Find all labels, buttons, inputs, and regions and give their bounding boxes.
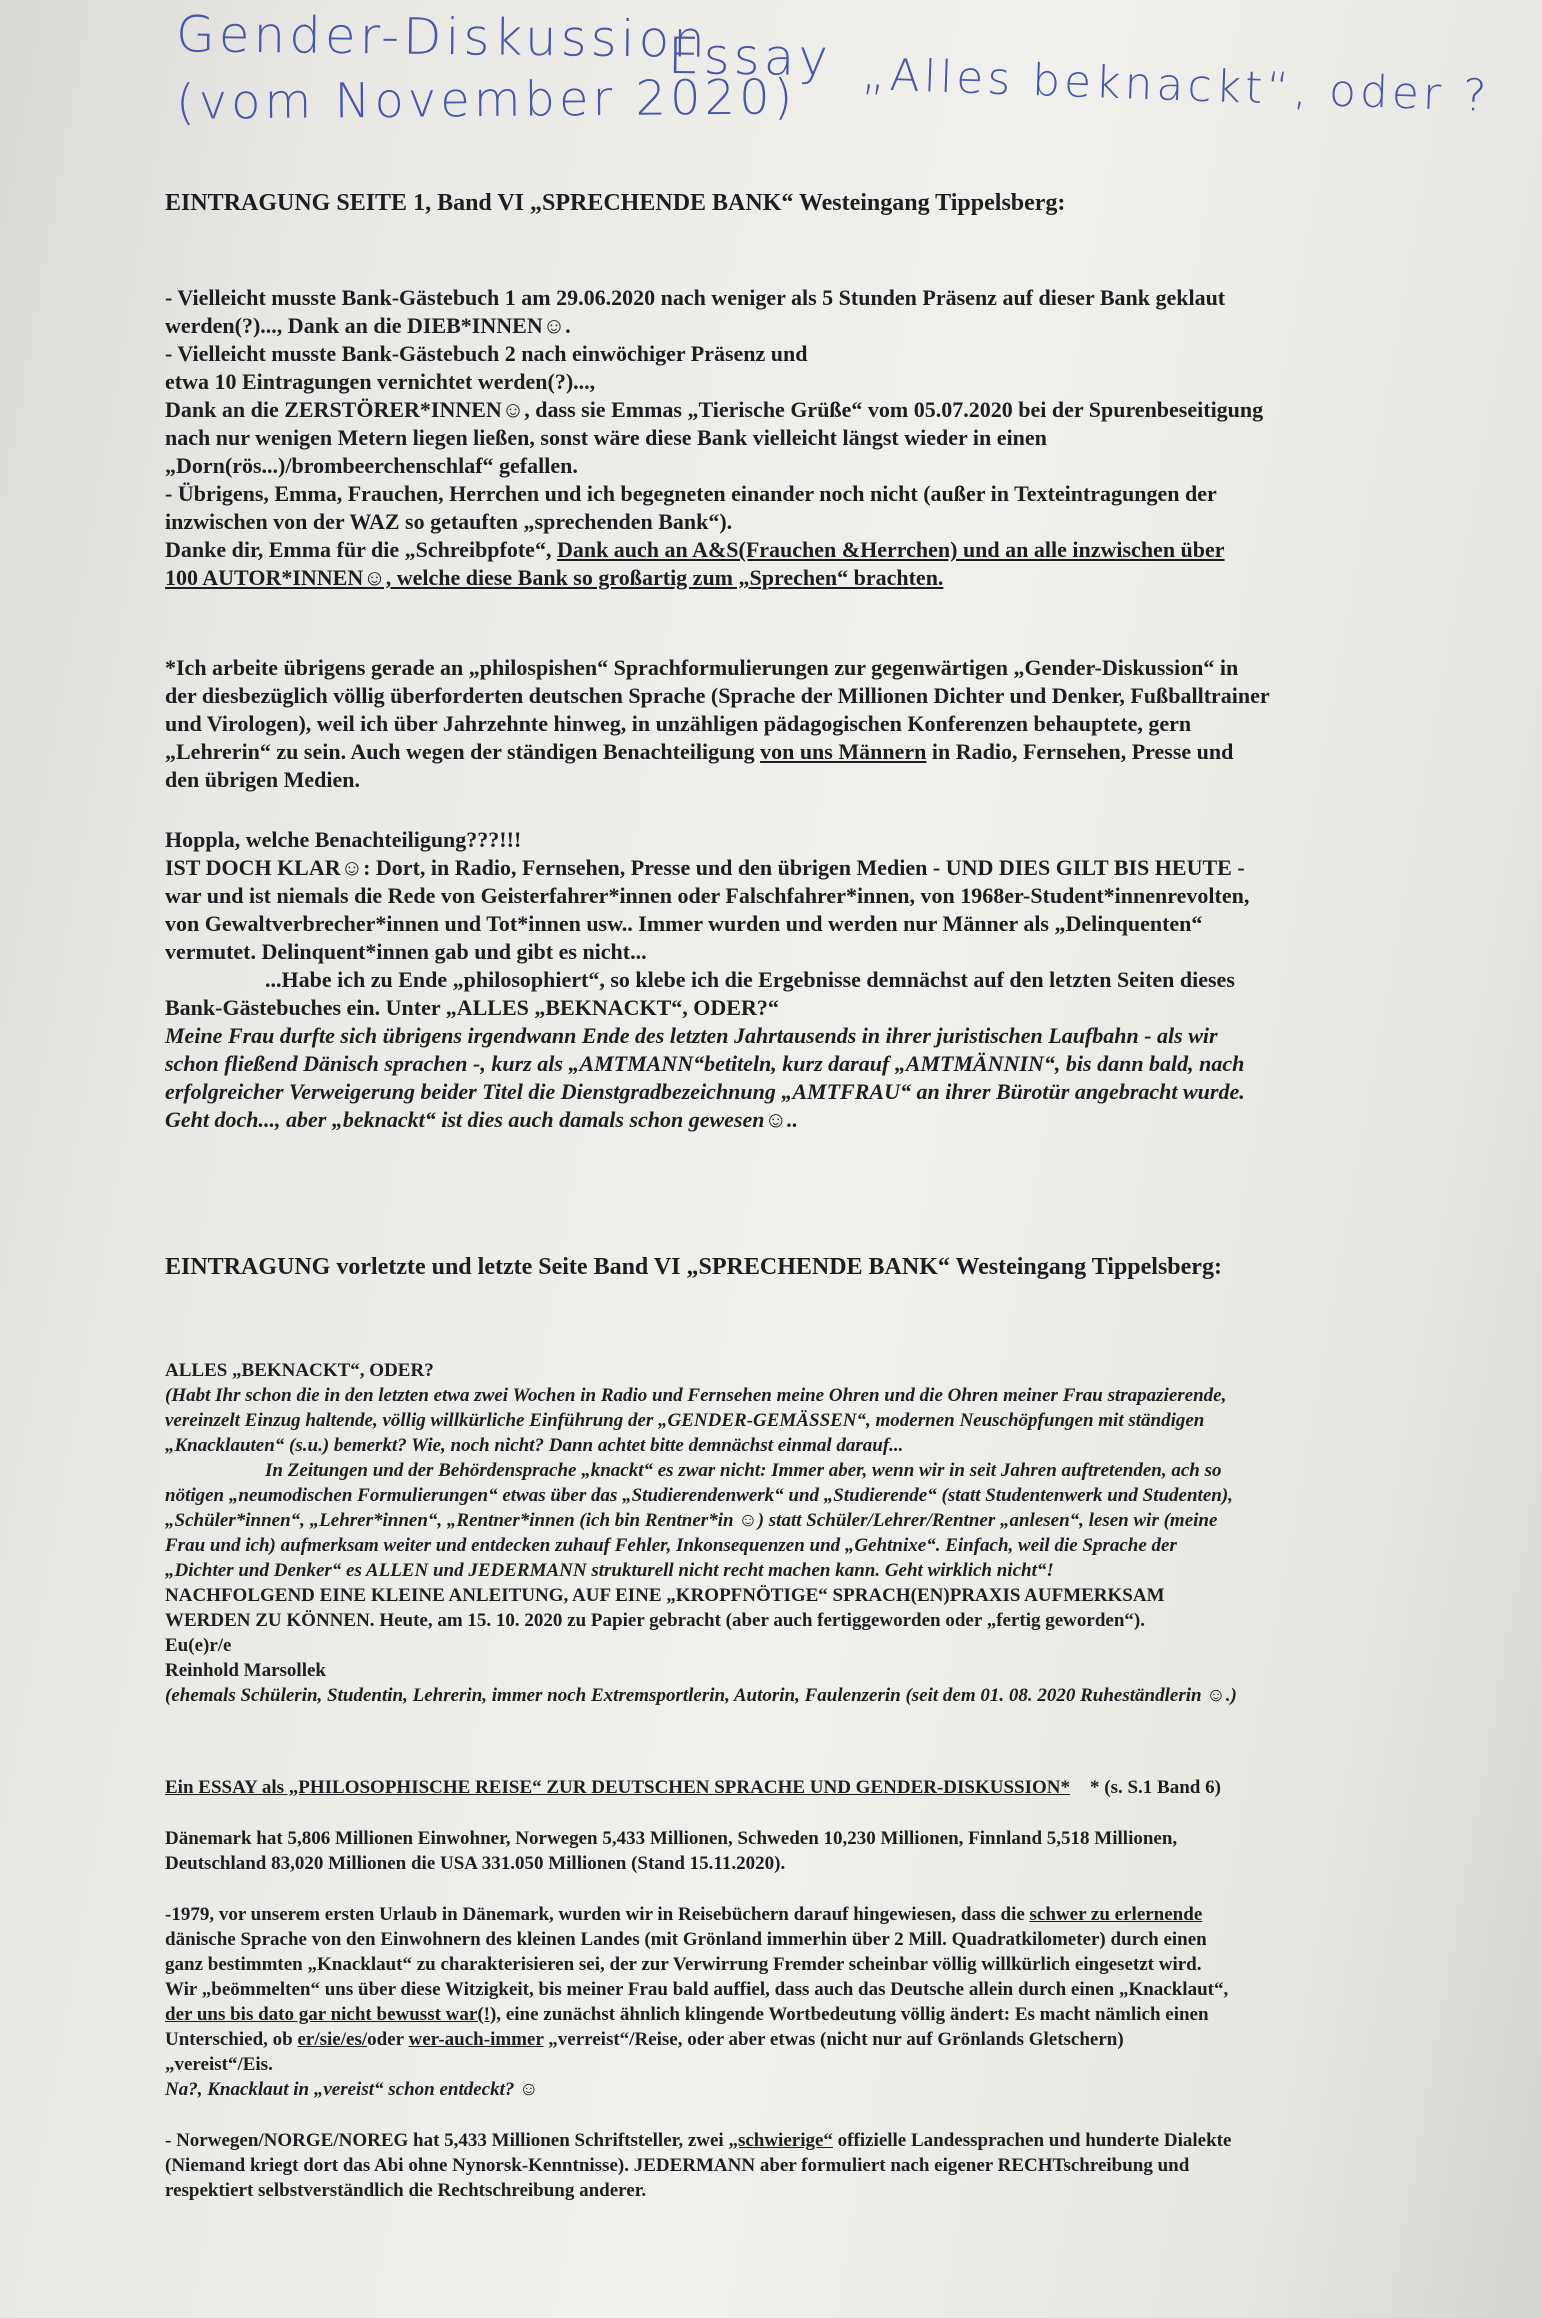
italic-line: „Knacklauten“ (s.u.) bemerkt? Wie, noch nicht? Dann achtet bitte demnächst einmal darauf... <box>165 1435 904 1456</box>
text-line: respektiert selbstverständlich die Rechtschreibung anderer. <box>165 2180 647 2201</box>
underlined-text: „schwierige“ <box>728 2130 833 2151</box>
text-line: nach nur wenigen Metern liegen ließen, sonst wäre diese Bank vielleicht längst wieder in einen <box>165 425 1047 450</box>
text-line <box>165 2128 1485 2153</box>
section-1-heading: EINTRAGUNG SEITE 1, Band VI „SPRECHENDE BANK“ Westeingang Tippelsberg: <box>165 190 1066 216</box>
text-line: *Ich arbeite übrigens gerade an „philospishen“ Sprachformulierungen zur gegenwärtigen „Gender-Diskussion“ in <box>165 655 1239 680</box>
underlined-text: er/sie/es/ <box>297 2029 368 2050</box>
italic-line: erfolgreicher Verweigerung beider Titel die Dienstgradbezeichnung „AMTFRAU“ an ihrer Bürotür angebracht wurde. <box>165 1079 1245 1104</box>
text-span: eine zunächst ähnlich klingende Wortbedeutung völlig ändert: Es macht nämlich einen <box>501 2004 1209 2025</box>
underlined-text: der uns bis dato gar nicht bewusst war(!), <box>165 2004 502 2025</box>
underlined-text: Dank auch an A&S(Frauchen &Herrchen) und an alle inzwischen über <box>556 537 1225 562</box>
handwritten-title: Gender-Diskussion <box>175 5 710 69</box>
text-line: Hoppla, welche Benachteiligung???!!! <box>165 827 522 852</box>
text-span: Heute, am 15. 10. 2020 zu Papier gebracht (aber auch fertiggeworden oder „fertig geworden“). <box>374 1610 1145 1631</box>
text-line: Dank an die ZERSTÖRER*INNEN☺, dass sie Emmas „Tierische Grüße“ vom 05.07.2020 bei der Spurenbeseitigung <box>165 397 1264 422</box>
text-line: - Vielleicht musste Bank-Gästebuch 1 am 29.06.2020 nach weniger als 5 Stunden Präsenz auf dieser Bank geklaut <box>165 285 1226 310</box>
text-line: dänische Sprache von den Einwohnern des kleinen Landes (mit Grönland immerhin über 2 Mill. Quadratkilometer) durch einen <box>165 1929 1207 1950</box>
text-span: - Norwegen/NORGE/NOREG hat 5,433 Millionen Schriftsteller, zwei <box>165 2130 729 2151</box>
italic-line: Na?, Knacklaut in „vereist“ schon entdeckt? ☺ <box>165 2079 539 2100</box>
section-1-body <box>165 284 1465 592</box>
text-line: - Übrigens, Emma, Frauchen, Herrchen und ich begegneten einander noch nicht (außer in Texteintragungen der <box>165 481 1217 506</box>
italic-line: „Dichter und Denker“ es ALLEN und JEDERMANN strukturell nicht recht machen kann. Geht wirklich nicht“! <box>165 1560 1054 1581</box>
text-line: und Virologen), weil ich über Jahrzehnte hinweg, in unzähligen pädagogischen Konferenzen behauptete, gern <box>165 711 1192 736</box>
text-line <box>165 2027 1485 2052</box>
text-line: den übrigen Medien. <box>165 767 360 792</box>
handwritten-essay: Essay <box>667 26 833 88</box>
italic-line: vereinzelt Einzug haltende, völlig willkürliche Einführung der „GENDER-GEMÄSSEN“, modernen Neuschöpfungen mit ständigen <box>165 1410 1205 1431</box>
handwritten-date: (vom November 2020) <box>175 69 797 131</box>
text-span: in Radio, Fernsehen, Presse und <box>926 739 1234 764</box>
essay-title-line <box>165 1775 1485 1800</box>
italic-line: Frau und ich) aufmerksam weiter und entdecken zuhauf Fehler, Inkonsequenzen und „Gehtnixe“. Einfach, weil die Sprache der <box>165 1535 1177 1556</box>
text-line: Wir „beömmelten“ uns über diese Witzigkeit, bis meiner Frau bald auffiel, dass auch das Deutsche allein durch einen „Knacklaut“, <box>165 1979 1229 2000</box>
section-4-title: ALLES „BEKNACKT“, ODER? <box>165 1360 434 1381</box>
signature-note: (ehemals Schülerin, Studentin, Lehrerin, immer noch Extremsportlerin, Autorin, Faulenzerin (seit dem 01. 08. 2020 Ruheständlerin ☺.) <box>165 1685 1237 1706</box>
text-line: ganz bestimmten „Knacklaut“ zu charakterisieren sei, der zur Verwirrung Fremder scheinbar völlig willkürlich eingesetzt wird. <box>165 1954 1202 1975</box>
italic-line: In Zeitungen und der Behördensprache „knackt“ es zwar nicht: Immer aber, wenn wir in seit Jahren auftretenden, ach so <box>265 1460 1222 1481</box>
text-span: WERDEN ZU KÖNNEN. <box>165 1610 375 1631</box>
section-2-body <box>165 654 1465 794</box>
text-line: Deutschland 83,020 Millionen die USA 331.050 Millionen (Stand 15.11.2020). <box>165 1853 786 1874</box>
text-line <box>165 1902 1485 1927</box>
text-span: Danke dir, Emma für die „Schreibpfote“, <box>165 537 557 562</box>
text-line: (Niemand kriegt dort das Abi ohne Nynorsk-Kenntnisse). JEDERMANN aber formuliert nach eigener RECHTschreibung und <box>165 2155 1190 2176</box>
section-3-body <box>165 826 1465 1134</box>
text-line <box>165 2002 1485 2027</box>
text-line: etwa 10 Eintragungen vernichtet werden(?)..., <box>165 369 596 394</box>
essay-note: * (s. S.1 Band 6) <box>1090 1777 1221 1798</box>
section-4-body <box>165 1358 1485 1708</box>
text-line: IST DOCH KLAR☺: Dort, in Radio, Fernsehen, Presse und den übrigen Medien - UND DIES GILT BIS HEUTE - <box>165 855 1245 880</box>
text-line <box>165 738 1465 766</box>
section-4 <box>165 1254 1465 1281</box>
underlined-text: schwer zu erlernende <box>1029 1904 1203 1925</box>
text-line: inzwischen von der WAZ so getauften „sprechenden Bank“). <box>165 509 733 534</box>
text-line <box>165 1608 1485 1633</box>
text-line: „vereist“/Eis. <box>165 2054 273 2075</box>
underlined-text: 100 AUTOR*INNEN☺, welche diese Bank so großartig zum „Sprechen“ brachten. <box>165 565 944 590</box>
signature-greeting: Eu(e)r/e <box>165 1635 232 1656</box>
underlined-text: wer-auch-immer <box>408 2029 544 2050</box>
section-4-heading: EINTRAGUNG vorletzte und letzte Seite Band VI „SPRECHENDE BANK“ Westeingang Tippelsberg: <box>165 1254 1222 1280</box>
section-5-body <box>165 1775 1485 2203</box>
text-span: Unterschied, ob <box>165 2029 298 2050</box>
text-line: NACHFOLGEND EINE KLEINE ANLEITUNG, AUF EINE „KROPFNÖTIGE“ SPRACH(EN)PRAXIS AUFMERKSAM <box>165 1585 1165 1606</box>
italic-line: nötigen „neumodischen Formulierungen“ etwas über das „Studierendenwerk“ und „Studierende“ (statt Studentenwerk und Studenten), <box>165 1485 1233 1506</box>
underlined-text: von uns Männern <box>760 739 927 764</box>
text-line: - Vielleicht musste Bank-Gästebuch 2 nach einwöchiger Präsenz und <box>165 341 808 366</box>
text-line: ...Habe ich zu Ende „philosophiert“, so klebe ich die Ergebnisse demnächst auf den letzten Seiten dieses <box>265 967 1235 992</box>
text-span: oder <box>367 2029 409 2050</box>
text-span: „Lehrerin“ zu sein. Auch wegen der ständigen Benachteiligung <box>165 739 761 764</box>
handwritten-subtitle: „Alles beknackt“, oder ? <box>861 49 1492 122</box>
text-line: Bank-Gästebuches ein. Unter „ALLES „BEKNACKT“, ODER?“ <box>165 995 779 1020</box>
text-line: Dänemark hat 5,806 Millionen Einwohner, Norwegen 5,433 Millionen, Schweden 10,230 Millionen, Finnland 5,518 Millionen, <box>165 1828 1178 1849</box>
text-line: von Gewaltverbrecher*innen und Tot*innen usw.. Immer wurden und werden nur Männer als „Delinquenten“ <box>165 911 1203 936</box>
essay-title: Ein ESSAY als „PHILOSOPHISCHE REISE“ ZUR DEUTSCHEN SPRACHE UND GENDER-DISKUSSION* <box>165 1777 1071 1798</box>
italic-line: (Habt Ihr schon die in den letzten etwa zwei Wochen in Radio und Fernsehen meine Ohren und die Ohren meiner Frau strapazierende, <box>165 1385 1227 1406</box>
italic-line: schon fließend Dänisch sprachen -, kurz als „AMTMANN“betiteln, kurz darauf „AMTMÄNNIN“, bis dann bald, nach <box>165 1051 1245 1076</box>
italic-line: „Schüler*innen“, „Lehrer*innen“, „Rentner*innen (ich bin Rentner*in ☺) statt Schüler/Lehrer/Rentner „anlesen“, lesen wir (meine <box>165 1510 1218 1531</box>
text-span: -1979, vor unserem ersten Urlaub in Dänemark, wurden wir in Reisebüchern darauf hingewiesen, dass die <box>165 1904 1030 1925</box>
text-line: der diesbezüglich völlig überforderten deutschen Sprache (Sprache der Millionen Dichter und Denker, Fußballtrainer <box>165 683 1270 708</box>
text-line: werden(?)..., Dank an die DIEB*INNEN☺. <box>165 313 571 338</box>
section-1 <box>165 190 1465 217</box>
italic-line: Meine Frau durfte sich übrigens irgendwann Ende des letzten Jahrtausends in ihrer juristischen Laufbahn - als wir <box>165 1023 1218 1048</box>
text-line: „Dorn(rös...)/brombeerchenschlaf“ gefallen. <box>165 453 578 478</box>
text-line: war und ist niemals die Rede von Geisterfahrer*innen oder Falschfahrer*innen, von 1968er-Student*innenrevolten, <box>165 883 1250 908</box>
text-line: vermutet. Delinquent*innen gab und gibt es nicht... <box>165 939 647 964</box>
signature-name: Reinhold Marsollek <box>165 1660 326 1681</box>
text-span: „verreist“/Reise, oder aber etwas (nicht nur auf Grönlands Gletschern) <box>543 2029 1124 2050</box>
text-span: offizielle Landessprachen und hunderte Dialekte <box>832 2130 1232 2151</box>
text-line <box>165 536 1465 564</box>
italic-line: Geht doch..., aber „beknackt“ ist dies auch damals schon gewesen☺.. <box>165 1107 798 1132</box>
